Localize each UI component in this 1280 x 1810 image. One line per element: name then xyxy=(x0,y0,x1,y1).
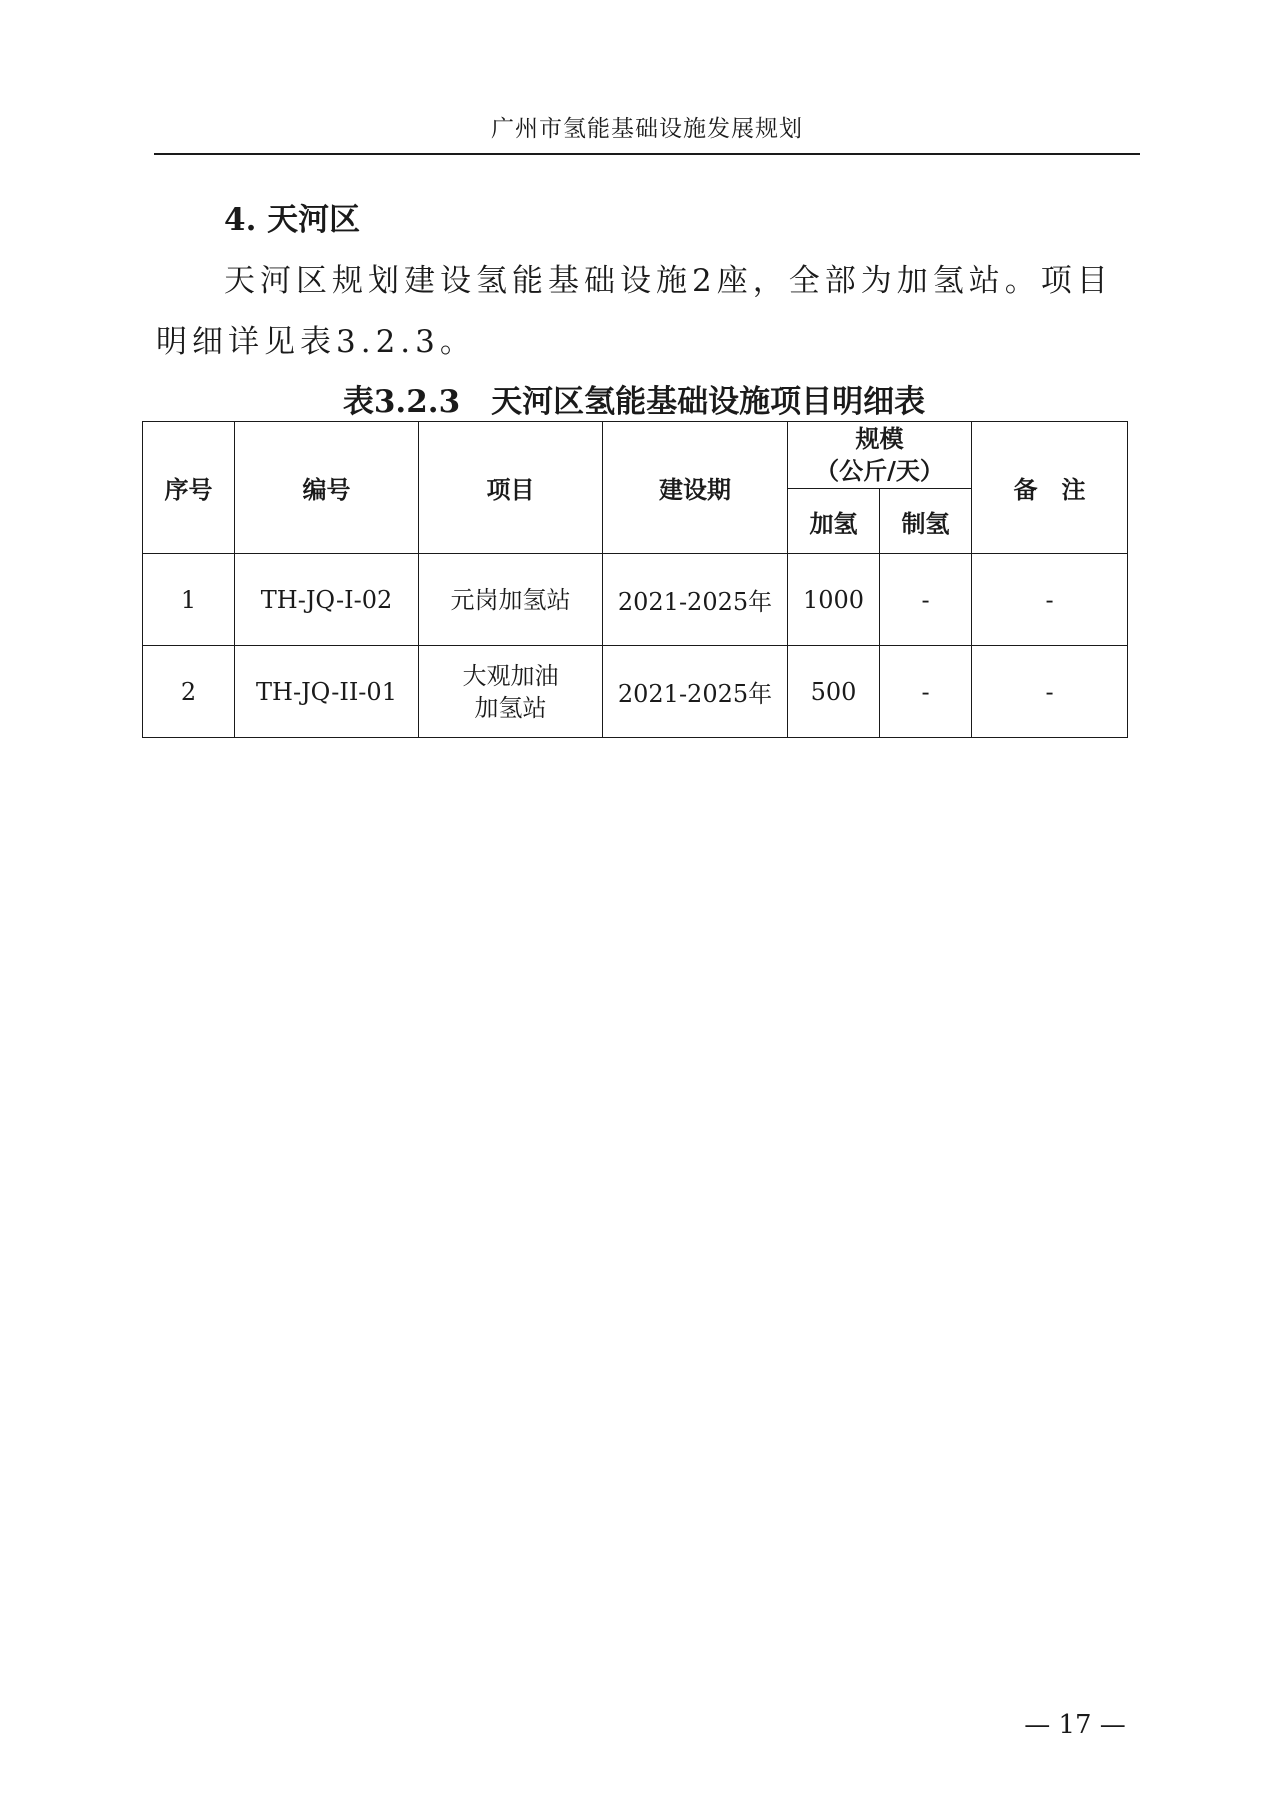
header-index: 序号 xyxy=(143,422,235,554)
cell-remarks: - xyxy=(972,646,1128,738)
cell-project-line: 加氢站 xyxy=(474,693,547,722)
cell-project xyxy=(419,646,603,738)
header-hydrogenation: 加氢 xyxy=(788,489,880,554)
project-detail-table xyxy=(142,421,1128,738)
cell-project-line: 元岗加氢站 xyxy=(450,585,571,614)
cell-production: - xyxy=(880,554,972,646)
section-heading: 4. 天河区 xyxy=(224,202,361,238)
cell-project xyxy=(419,554,603,646)
cell-hydrogenation: 500 xyxy=(788,646,880,738)
table-row xyxy=(143,646,1128,738)
cell-index: 2 xyxy=(143,646,235,738)
header-production: 制氢 xyxy=(880,489,972,554)
header-rule xyxy=(154,153,1140,155)
cell-code: TH-JQ-II-01 xyxy=(235,646,419,738)
header-project: 项目 xyxy=(419,422,603,554)
header-scale xyxy=(788,422,972,489)
cell-hydrogenation: 1000 xyxy=(788,554,880,646)
header-scale-unit: （公斤/天） xyxy=(815,456,944,485)
cell-period: 2021-2025年 xyxy=(603,646,788,738)
cell-code: TH-JQ-I-02 xyxy=(235,554,419,646)
header-code: 编号 xyxy=(235,422,419,554)
page-number: — 17 — xyxy=(1024,1710,1126,1740)
header-remarks: 备 注 xyxy=(972,422,1128,554)
cell-project-line: 大观加油 xyxy=(462,661,559,690)
header-scale-label: 规模 xyxy=(855,424,904,453)
cell-period: 2021-2025年 xyxy=(603,554,788,646)
cell-index: 1 xyxy=(143,554,235,646)
body-paragraph: 天河区规划建设氢能基础设施2座，全部为加氢站。项目明细详见表3.2.3。 xyxy=(156,263,1113,360)
cell-production: - xyxy=(880,646,972,738)
table-row xyxy=(143,554,1128,646)
running-header: 广州市氢能基础设施发展规划 xyxy=(491,116,803,142)
cell-remarks: - xyxy=(972,554,1128,646)
table-caption: 表3.2.3 天河区氢能基础设施项目明细表 xyxy=(342,384,926,420)
header-period: 建设期 xyxy=(603,422,788,554)
